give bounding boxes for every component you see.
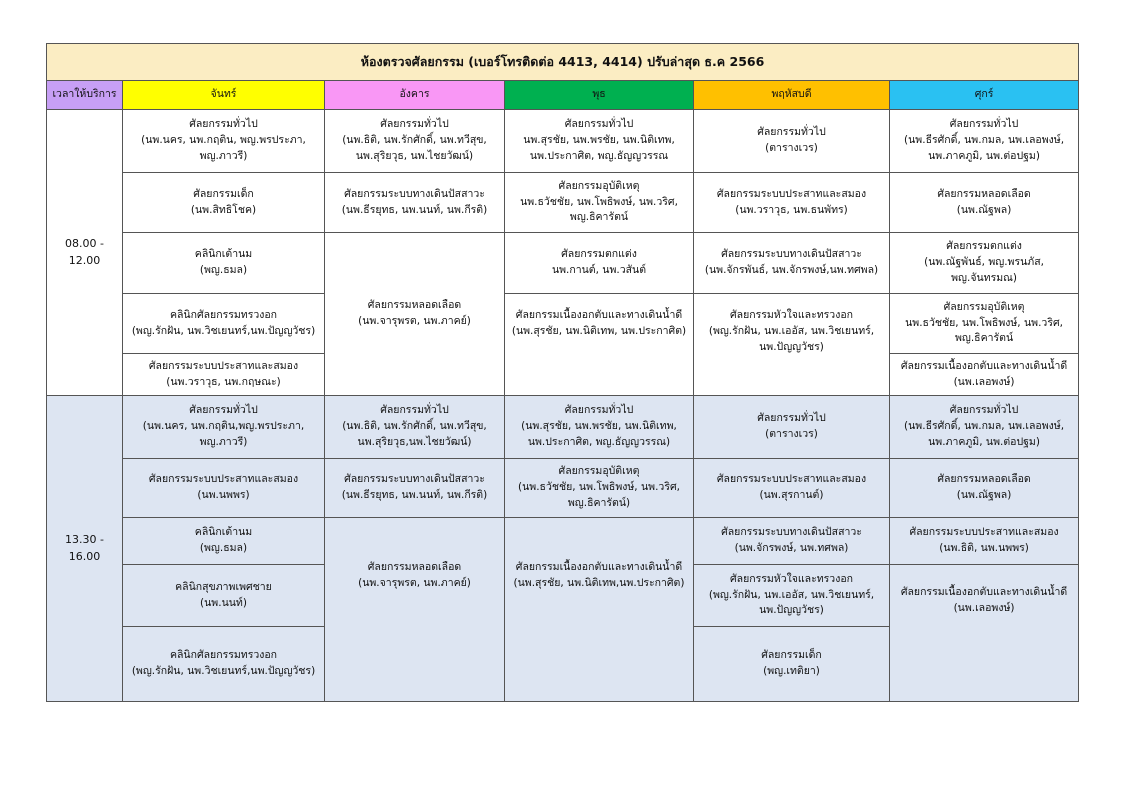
clinic-name: ศัลยกรรมอุบัติเหตุ xyxy=(558,179,640,192)
morning-time: 08.00 - 12.00 xyxy=(47,110,123,396)
doctor-list: (นพ.ธีรยุทธ, นพ.นนท์, นพ.กีรติ) xyxy=(341,489,488,501)
clinic-name: ศัลยกรรมเด็ก xyxy=(193,187,254,200)
doctor-list: นพ.สุริยวุธ,นพ.ไชยวัฒน์) xyxy=(357,435,472,448)
clinic-name: ศัลยกรรมตกแต่ง xyxy=(561,248,637,261)
tue-pm-1 xyxy=(325,396,505,459)
doctor-list: พญ.จันทรมณ) xyxy=(951,271,1017,284)
doctor-list: พญ.ธิคารัตน์ xyxy=(569,211,629,224)
doctor-list: (นพ.สุรกานต์) xyxy=(759,489,824,501)
clinic-name: ศัลยกรรมระบบประสาทและสมอง xyxy=(716,187,867,200)
clinic-name: ศัลยกรรมทั่วไป xyxy=(380,118,449,131)
wed-pm-3 xyxy=(505,518,694,702)
clinic-name: คลินิกสุขภาพเพศชาย xyxy=(175,580,272,593)
clinic-name: ศัลยกรรมระบบทางเดินปัสสาวะ xyxy=(721,526,862,539)
clinic-name: ศัลยกรรมทั่วไป xyxy=(380,404,449,417)
schedule-title: ห้องตรวจศัลยกรรม (เบอร์โทรติดต่อ 4413, 4414) ปรับล่าสุด ธ.ค 2566 xyxy=(47,44,1079,81)
title-row xyxy=(47,44,1079,81)
doctor-list: (นพ.ณัฐพันธ์, พญ.พรนภัส, xyxy=(924,256,1044,269)
clinic-name: ศัลยกรรมหลอดเลือด xyxy=(367,561,462,573)
clinic-name: ศัลยกรรมเนื้องอกตับและทางเดินน้ำดี xyxy=(515,561,683,573)
doctor-list: (นพ.ธิติ, นพ.รักศักดิ์, นพ.ทวีสุข, xyxy=(342,134,487,147)
doctor-list: พญ.ภาวรี) xyxy=(199,435,248,448)
doctor-list: นพ.ภาคภูมิ, นพ.ต่อปฐม) xyxy=(928,149,1040,162)
doctor-list: พญ.ภาวรี) xyxy=(199,149,248,162)
clinic-name: ศัลยกรรมตกแต่ง xyxy=(946,240,1022,253)
doctor-list: (นพ.ธิติ, นพ.นพพร) xyxy=(939,542,1029,554)
thu-pm-2 xyxy=(694,459,890,518)
doctor-list: (ตารางเวร) xyxy=(765,428,818,440)
thu-am-1 xyxy=(694,110,890,173)
tue-pm-3 xyxy=(325,518,505,702)
doctor-list: นพ.สุรชัย, นพ.พรชัย, นพ.นิติเทพ, xyxy=(523,134,675,147)
doctor-list: (นพ.ธีรศักดิ์, นพ.กมล, นพ.เลอพงษ์, xyxy=(904,134,1065,147)
doctor-list: (พญ.ธมล) xyxy=(199,542,248,554)
doctor-list: นพ.ธวัชชัย, นพ.โพธิพงษ์, นพ.วริศ, xyxy=(520,195,678,208)
doctor-list: (พญ.ธมล) xyxy=(199,264,248,276)
clinic-name: ศัลยกรรมระบบประสาทและสมอง xyxy=(148,359,299,372)
clinic-name: ศัลยกรรมระบบประสาทและสมอง xyxy=(716,473,867,486)
fri-pm-2 xyxy=(890,459,1079,518)
fri-am-5 xyxy=(890,354,1079,396)
header-thursday: พฤหัสบดี xyxy=(694,81,890,110)
doctor-list: (นพ.จักรพันธ์, นพ.จักรพงษ์,นพ.ทศพล) xyxy=(704,264,879,276)
morning-row-1 xyxy=(47,110,1079,173)
wed-am-4 xyxy=(505,294,694,396)
tue-am-1 xyxy=(325,110,505,173)
clinic-name: ศัลยกรรมทั่วไป xyxy=(564,404,634,417)
fri-pm-3 xyxy=(890,518,1079,565)
clinic-name: ศัลยกรรมระบบทางเดินปัสสาวะ xyxy=(721,248,862,261)
clinic-name: ศัลยกรรมเนื้องอกตับและทางเดินน้ำดี xyxy=(900,586,1068,598)
clinic-name: ศัลยกรรมระบบทางเดินปัสสาวะ xyxy=(344,473,485,486)
clinic-name: ศัลยกรรมทั่วไป xyxy=(949,118,1019,131)
header-time: เวลาให้บริการ xyxy=(47,81,123,110)
afternoon-time: 13.30 - 16.00 xyxy=(47,396,123,702)
doctor-list: นพ.ประกาศิต, พญ.ธัญญวรรณ xyxy=(529,149,669,162)
header-row xyxy=(47,81,1079,110)
clinic-name: ศัลยกรรมทั่วไป xyxy=(564,118,634,131)
doctor-list: (นพ.สิทธิโชค) xyxy=(190,203,257,216)
doctor-list: (พญ.รักฝัน, นพ.เออัส, นพ.วิชเยนทร์, xyxy=(708,324,875,337)
doctor-list: (นพ.เลอพงษ์) xyxy=(953,601,1015,614)
doctor-list: (นพ.ธิติ, นพ.รักศักดิ์, นพ.ทวีสุข, xyxy=(342,420,487,433)
doctor-list: (พญ.รักฝัน, นพ.วิชเยนทร์,นพ.ปัญญวัชร) xyxy=(131,324,316,337)
clinic-name: ศัลยกรรมหัวใจและทรวงอก xyxy=(730,572,853,585)
clinic-name: คลินิกศัลยกรรมทรวงอก xyxy=(169,649,278,662)
doctor-list: (นพ.นพพร) xyxy=(197,489,250,501)
fri-am-2 xyxy=(890,173,1079,233)
doctor-list: นพ.ประกาศิต, พญ.ธัญญวรรณ) xyxy=(527,435,671,448)
clinic-name: ศัลยกรรมเด็ก xyxy=(761,649,822,662)
thu-pm-5 xyxy=(694,627,890,702)
fri-pm-1 xyxy=(890,396,1079,459)
doctor-list: (นพ.วราวุธ, นพ.กฤษณะ) xyxy=(166,375,281,388)
doctor-list: นพ.ปัญญวัชร) xyxy=(759,604,824,617)
doctor-list: พญ.ธิคารัตน์) xyxy=(567,496,631,509)
doctor-list: (นพ.ณัฐพล) xyxy=(956,203,1012,216)
clinic-name: ศัลยกรรมอุบัติเหตุ xyxy=(943,300,1025,313)
doctor-list: (นพ.เลอพงษ์) xyxy=(953,375,1015,388)
clinic-name: ศัลยกรรมทั่วไป xyxy=(949,404,1019,417)
doctor-list: พญ.ธิคารัตน์ xyxy=(954,332,1014,345)
clinic-name: ศัลยกรรมทั่วไป xyxy=(189,404,258,417)
doctor-list: (นพ.ธีรศักดิ์, นพ.กมล, นพ.เลอพงษ์, xyxy=(904,420,1065,433)
wed-pm-1 xyxy=(505,396,694,459)
mon-am-5 xyxy=(123,354,325,396)
doctor-list: (นพ.จารุพรต, นพ.ภาคย์) xyxy=(358,315,471,327)
mon-am-1 xyxy=(123,110,325,173)
clinic-name: ศัลยกรรมทั่วไป xyxy=(757,412,826,425)
doctor-list: (นพ.จักรพงษ์, นพ.ทศพล) xyxy=(734,542,849,554)
clinic-name: ศัลยกรรมหัวใจและทรวงอก xyxy=(730,309,853,321)
doctor-list: (นพ.ธวัชชัย, นพ.โพธิพงษ์, นพ.วริศ, xyxy=(518,481,680,494)
mon-pm-2 xyxy=(123,459,325,518)
clinic-name: ศัลยกรรมทั่วไป xyxy=(189,118,258,131)
clinic-name: ศัลยกรรมทั่วไป xyxy=(757,126,826,139)
doctor-list: (พญ.เทติยา) xyxy=(763,665,820,677)
mon-pm-5 xyxy=(123,627,325,702)
fri-pm-4 xyxy=(890,565,1079,702)
clinic-name: ศัลยกรรมหลอดเลือด xyxy=(937,473,1031,486)
fri-am-3 xyxy=(890,233,1079,294)
mon-pm-1 xyxy=(123,396,325,459)
doctor-list: (นพ.นคร, นพ.กฤติน,พญ.พรประภา, xyxy=(142,420,305,433)
thu-am-2 xyxy=(694,173,890,233)
thu-pm-3 xyxy=(694,518,890,565)
surgery-schedule-table xyxy=(46,43,1079,702)
clinic-name: คลินิกเต้านม xyxy=(194,248,253,261)
wed-am-2 xyxy=(505,173,694,233)
doctor-list: (ตารางเวร) xyxy=(765,142,818,154)
header-wednesday: พุธ xyxy=(505,81,694,110)
doctor-list: นพ.สุริยวุธ, นพ.ไชยวัฒน์) xyxy=(355,149,474,162)
mon-pm-4 xyxy=(123,565,325,627)
tue-am-2 xyxy=(325,173,505,233)
thu-am-3 xyxy=(694,233,890,294)
wed-am-3 xyxy=(505,233,694,294)
doctor-list: (นพ.สุรชัย, นพ.นิติเทพ, นพ.ประกาศิต) xyxy=(511,324,687,337)
header-friday: ศุกร์ xyxy=(890,81,1079,110)
doctor-list: (นพ.วราวุธ, นพ.ธนพัทร) xyxy=(735,203,848,216)
tue-am-3 xyxy=(325,233,505,396)
morning-row-2 xyxy=(47,173,1079,233)
mon-pm-3 xyxy=(123,518,325,565)
morning-row-3 xyxy=(47,233,1079,294)
afternoon-row-1 xyxy=(47,396,1079,459)
fri-am-1 xyxy=(890,110,1079,173)
header-tuesday: อังคาร xyxy=(325,81,505,110)
doctor-list: (นพ.นนท์) xyxy=(200,596,247,609)
doctor-list: (นพ.สุรชัย, นพ.พรชัย, นพ.นิติเทพ, xyxy=(521,420,677,433)
thu-pm-4 xyxy=(694,565,890,627)
clinic-name: ศัลยกรรมระบบประสาทและสมอง xyxy=(909,526,1059,539)
doctor-list: (นพ.จารุพรต, นพ.ภาคย์) xyxy=(358,576,471,589)
doctor-list: (นพ.ณัฐพล) xyxy=(956,489,1012,501)
mon-am-2 xyxy=(123,173,325,233)
doctor-list: (นพ.สุรชัย, นพ.นิติเทพ,นพ.ประกาศิต) xyxy=(513,576,685,589)
clinic-name: ศัลยกรรมเนื้องอกตับและทางเดินน้ำดี xyxy=(515,309,683,321)
clinic-name: ศัลยกรรมเนื้องอกตับและทางเดินน้ำดี xyxy=(900,359,1068,372)
fri-am-4 xyxy=(890,294,1079,354)
doctor-list: (พญ.รักฝัน, นพ.วิชเยนทร์,นพ.ปัญญวัชร) xyxy=(131,665,316,677)
doctor-list: (นพ.นคร, นพ.กฤติน, พญ.พรประภา, xyxy=(141,134,306,147)
wed-pm-2 xyxy=(505,459,694,518)
doctor-list: นพ.ปัญญวัชร) xyxy=(759,340,824,353)
clinic-name: ศัลยกรรมหลอดเลือด xyxy=(367,299,462,312)
doctor-list: นพ.ธวัชชัย, นพ.โพธิพงษ์, นพ.วริศ, xyxy=(905,316,1063,329)
afternoon-row-2 xyxy=(47,459,1079,518)
mon-am-3 xyxy=(123,233,325,294)
thu-pm-1 xyxy=(694,396,890,459)
clinic-name: ศัลยกรรมระบบประสาทและสมอง xyxy=(148,473,299,486)
clinic-name: ศัลยกรรมหลอดเลือด xyxy=(937,187,1031,200)
wed-am-1 xyxy=(505,110,694,173)
clinic-name: คลินิกเต้านม xyxy=(194,526,253,539)
clinic-name: ศัลยกรรมอุบัติเหตุ xyxy=(558,465,640,478)
doctor-list: (พญ.รักฝัน, นพ.เออัส, นพ.วิชเยนทร์, xyxy=(708,588,875,601)
morning-row-4 xyxy=(47,294,1079,354)
mon-am-4 xyxy=(123,294,325,354)
thu-am-4 xyxy=(694,294,890,396)
doctor-list: (นพ.ธีรยุทธ, นพ.นนท์, นพ.กีรติ) xyxy=(341,203,488,216)
header-monday: จันทร์ xyxy=(123,81,325,110)
afternoon-row-3 xyxy=(47,518,1079,565)
clinic-name: คลินิกศัลยกรรมทรวงอก xyxy=(169,308,278,321)
tue-pm-2 xyxy=(325,459,505,518)
doctor-list: นพ.ภาคภูมิ, นพ.ต่อปฐม) xyxy=(928,435,1040,448)
clinic-name: ศัลยกรรมระบบทางเดินปัสสาวะ xyxy=(344,187,485,200)
doctor-list: นพ.กานต์, นพ.วสันต์ xyxy=(551,264,647,276)
